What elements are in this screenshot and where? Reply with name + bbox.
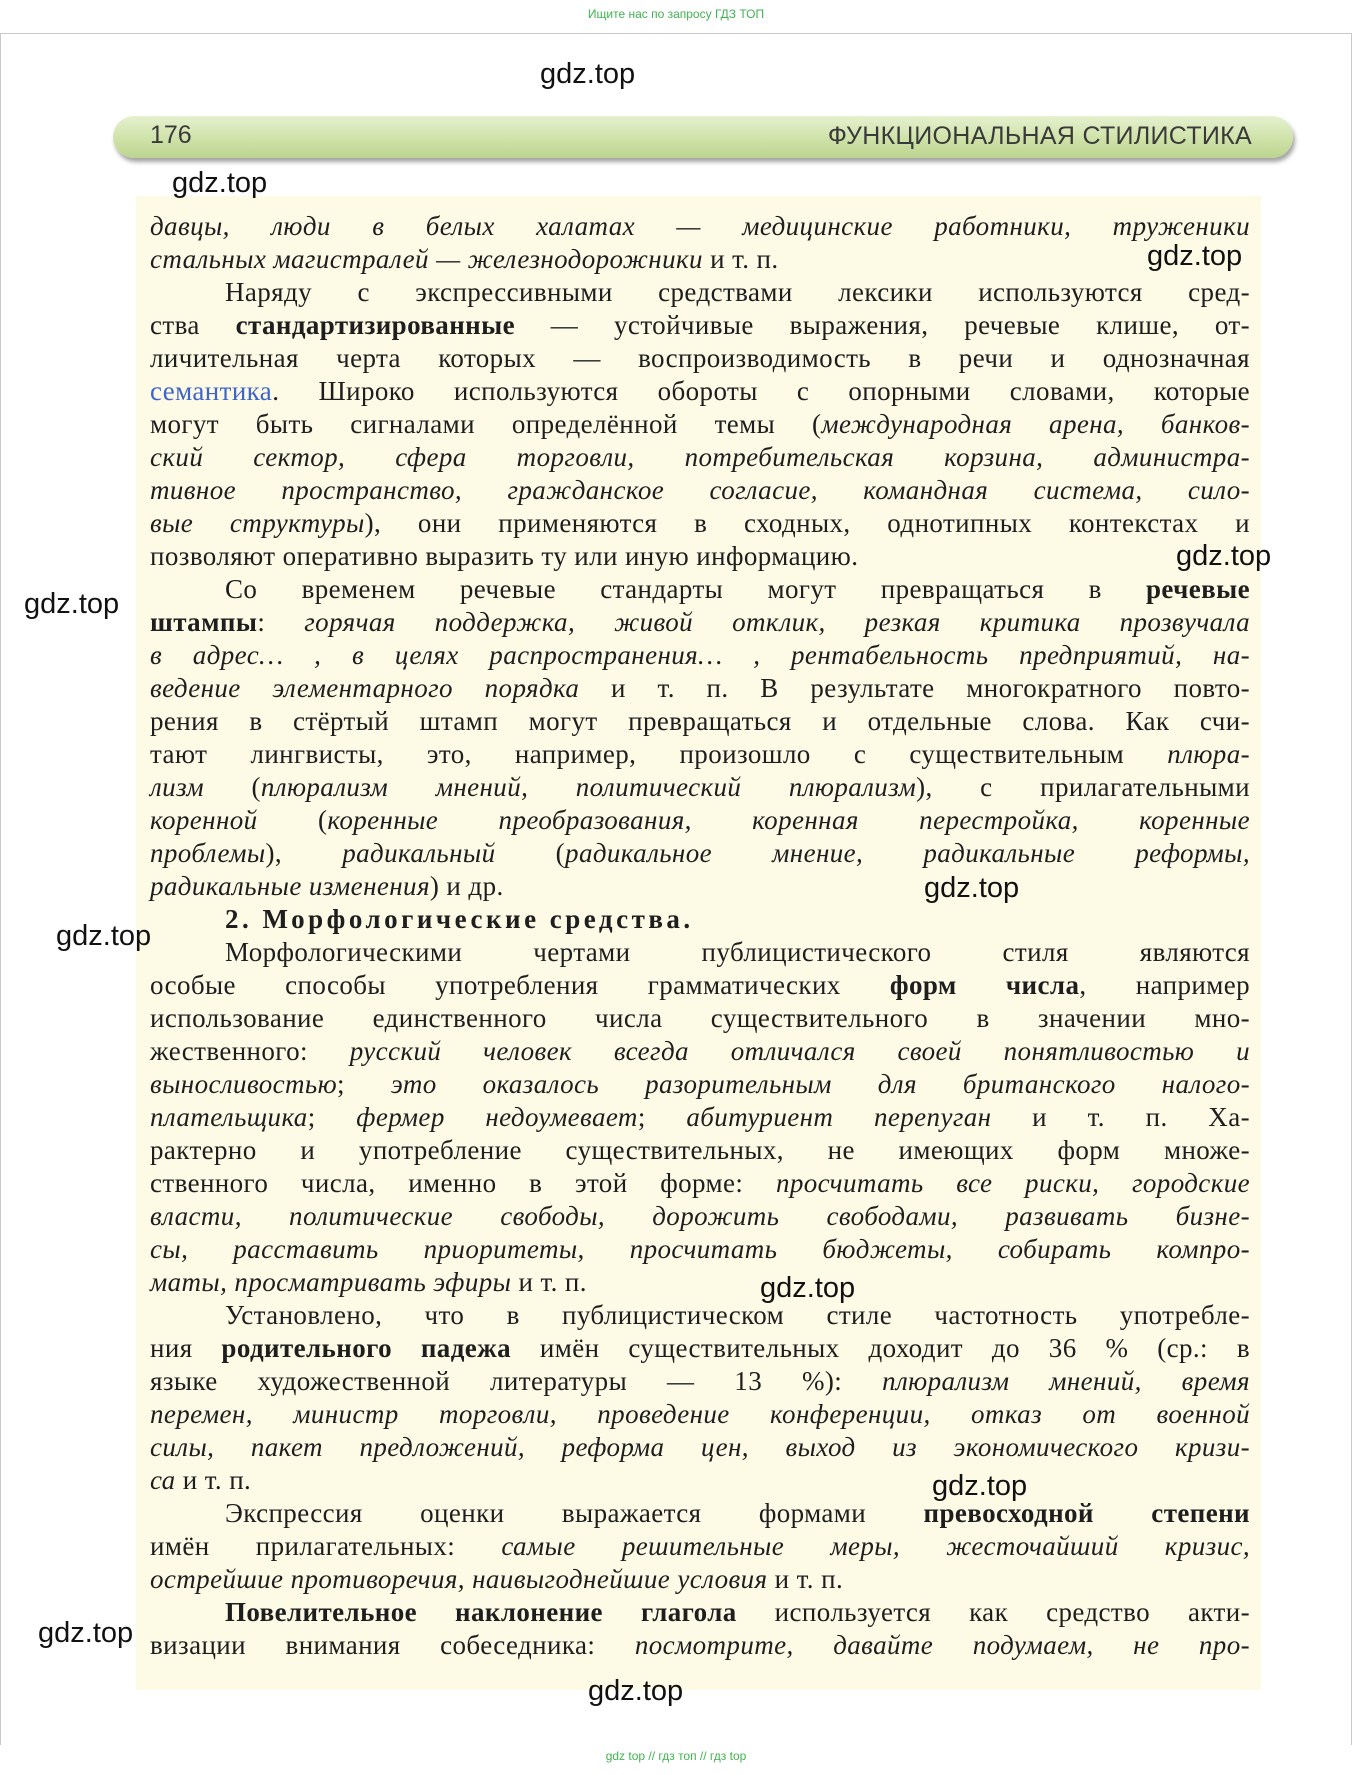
text-line: имён прилагательных: самые решительные меры, жесточайший кризис, bbox=[150, 1531, 1250, 1561]
text-line: рактерно и употребление существительных, не имеющих форм множе- bbox=[150, 1135, 1250, 1165]
text-line: рения в стёртый штамп могут превращаться и отдельные слова. Как счи- bbox=[150, 706, 1250, 736]
text-line: перемен, министр торговли, проведение конференции, отказ от военной bbox=[150, 1399, 1250, 1429]
page-frame-top-border bbox=[0, 33, 1352, 34]
watermark: gdz.top bbox=[56, 920, 152, 952]
text-line: ства стандартизированные — устойчивые выражения, речевые клише, от- bbox=[150, 310, 1250, 340]
text-line: личительная черта которых — воспроизводимость в речи и однозначная bbox=[150, 343, 1250, 373]
text-line: Установлено, что в публицистическом стиле частотность употребле- bbox=[225, 1300, 1250, 1330]
subsection-heading: 2. Морфологические средства. bbox=[225, 904, 694, 934]
watermark: gdz.top bbox=[38, 1617, 134, 1649]
text-line: жественного: русский человек всегда отличался своей понятливостью и bbox=[150, 1036, 1250, 1066]
text-line: Повелительное наклонение глагола используется как средство акти- bbox=[225, 1597, 1250, 1627]
top-banner-text: Ищите нас по запросу ГДЗ ТОП bbox=[587, 7, 765, 21]
text-line: проблемы), радикальный (радикальное мнение, радикальные реформы, bbox=[150, 838, 1250, 868]
text-line: плательщика; фермер недоумевает; абитуриент перепуган и т. п. Ха- bbox=[150, 1102, 1250, 1132]
text-line: визации внимания собеседника: посмотрите, давайте подумаем, не про- bbox=[150, 1630, 1251, 1660]
text-line: тают лингвисты, это, например, произошло с существительным плюра- bbox=[150, 739, 1250, 769]
text-line: вые структуры), они применяются в сходных, однотипных контекстах и bbox=[150, 508, 1250, 538]
text-line: сы, расставить приоритеты, просчитать бюджеты, собирать компро- bbox=[150, 1234, 1250, 1264]
text-line: ственного числа, именно в этой форме: просчитать все риски, городские bbox=[150, 1168, 1251, 1198]
text-line: острейшие противоречия, наивыгоднейшие условия и т. п. bbox=[150, 1564, 844, 1594]
watermark: gdz.top bbox=[540, 58, 636, 90]
watermark: gdz.top bbox=[1147, 240, 1243, 272]
page-number: 176 bbox=[150, 121, 192, 149]
text-line: власти, политические свободы, дорожить свободами, развивать бизне- bbox=[150, 1201, 1250, 1231]
text-line: позволяют оперативно выразить ту или иную информацию. bbox=[150, 541, 859, 571]
watermark: gdz.top bbox=[924, 872, 1020, 904]
text-line: языке художественной литературы — 13 %): плюрализм мнений, время bbox=[150, 1366, 1250, 1396]
text-line: маты, просматривать эфиры и т. п. bbox=[150, 1267, 587, 1297]
text-line: са и т. п. bbox=[150, 1465, 252, 1495]
text-line: ский сектор, сфера торговли, потребительская корзина, администра- bbox=[150, 442, 1250, 472]
text-line: радикальные изменения) и др. bbox=[150, 871, 504, 901]
watermark: gdz.top bbox=[172, 167, 268, 199]
text-line: давцы, люди в белых халатах — медицинские работники, труженики bbox=[150, 211, 1250, 241]
text-line: Наряду с экспрессивными средствами лексики используются сред- bbox=[225, 277, 1250, 307]
footer-text: gdz top // гдз топ // гдз top bbox=[605, 1749, 747, 1763]
page-frame-left-border bbox=[0, 33, 1, 1745]
text-line: коренной (коренные преобразования, коренная перестройка, коренные bbox=[150, 805, 1250, 835]
watermark: gdz.top bbox=[24, 588, 120, 620]
text-line: использование единственного числа существительного в значении мно- bbox=[150, 1003, 1250, 1033]
text-line: Экспрессия оценки выражается формами превосходной степени bbox=[225, 1498, 1250, 1528]
watermark: gdz.top bbox=[588, 1675, 684, 1707]
text-line: силы, пакет предложений, реформа цен, выход из экономического кризи- bbox=[150, 1432, 1250, 1462]
text-line: лизм (плюрализм мнений, политический плюрализм), с прилагательными bbox=[150, 772, 1251, 802]
text-line: Морфологическими чертами публицистического стиля являются bbox=[225, 937, 1250, 967]
watermark: gdz.top bbox=[760, 1272, 856, 1304]
text-line: семантика. Широко используются обороты с опорными словами, которые bbox=[150, 376, 1250, 406]
section-title: ФУНКЦИОНАЛЬНАЯ СТИЛИСТИКА bbox=[827, 122, 1252, 150]
semantika-link[interactable]: семантика bbox=[150, 376, 273, 406]
text-line: штампы: горячая поддержка, живой отклик, резкая критика прозвучала bbox=[150, 607, 1250, 637]
text-line: ния родительного падежа имён существительных доходит до 36 % (ср.: в bbox=[150, 1333, 1250, 1363]
text-line: ведение элементарного порядка и т. п. В результате многократного повто- bbox=[150, 673, 1251, 703]
text-line: Со временем речевые стандарты могут превращаться в речевые bbox=[225, 574, 1250, 604]
watermark: gdz.top bbox=[1176, 540, 1272, 572]
text-line: особые способы употребления грамматических форм числа, например bbox=[150, 970, 1250, 1000]
text-line: тивное пространство, гражданское согласие, командная система, сило- bbox=[150, 475, 1250, 505]
watermark: gdz.top bbox=[932, 1470, 1028, 1502]
text-line: в адрес… , в целях распространения… , рентабельность предприятий, на- bbox=[150, 640, 1250, 670]
text-line: могут быть сигналами определённой темы (международная арена, банков- bbox=[150, 409, 1250, 439]
text-line: выносливостью; это оказалось разорительным для британского налого- bbox=[150, 1069, 1250, 1099]
text-line: стальных магистралей — железнодорожники и т. п. bbox=[150, 244, 779, 274]
